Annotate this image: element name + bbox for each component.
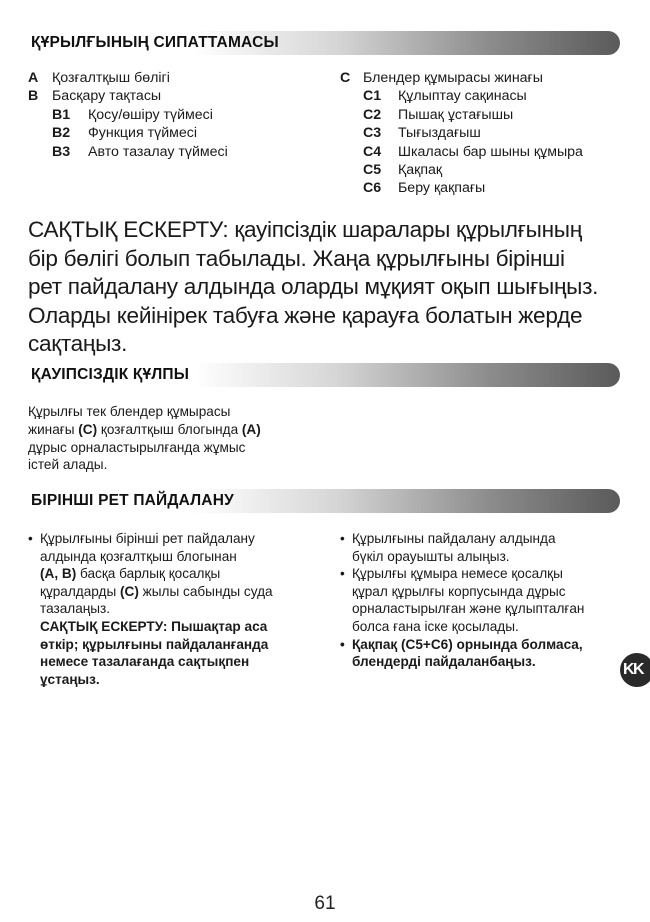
- part-code: C1: [363, 88, 382, 105]
- part-code: B1: [52, 106, 71, 123]
- text-line: [40, 583, 273, 601]
- section-title: ҚҰРЫЛҒЫНЫҢ СИПАТТАМАСЫ: [31, 34, 279, 51]
- list-item: [28, 143, 328, 161]
- bullet-icon: •: [340, 566, 345, 582]
- part-code: C6: [363, 180, 382, 197]
- part-label: Шкаласы бар шыны құмыра: [398, 143, 583, 160]
- text-run: құралдарды: [40, 583, 121, 599]
- paragraph-line: [28, 421, 261, 439]
- section-header-description: [28, 31, 620, 55]
- section-title: БІРІНШІ РЕТ ПАЙДАЛАНУ: [31, 492, 234, 509]
- text-line: блендерді пайдаланбаңыз.: [352, 654, 536, 670]
- list-item: [340, 69, 640, 87]
- part-code: C3: [363, 125, 382, 142]
- warning-line: САҚТЫҚ ЕСКЕРТУ: Пышақтар аса: [40, 618, 268, 634]
- bullet-icon: •: [340, 636, 345, 652]
- part-code: C5: [363, 161, 382, 178]
- list-item: [28, 530, 273, 688]
- parts-list-left: [28, 69, 328, 161]
- text-run: қозғалтқыш блогында: [97, 421, 242, 437]
- safety-lock-text: [28, 403, 261, 474]
- part-label: Құлыптау сақинасы: [398, 88, 527, 105]
- text-run: жылы сабынды суда: [138, 583, 273, 599]
- paragraph-line: Құрылғы тек блендер құмырасы: [28, 404, 231, 419]
- text-line: бүкіл орауышты алыңыз.: [352, 548, 510, 564]
- text-run: басқа барлық қосалқы: [76, 566, 221, 582]
- warning-line: сақтаңыз.: [28, 331, 128, 357]
- list-item: [340, 565, 584, 635]
- text-run-bold: (A): [241, 421, 261, 437]
- section-header-safety-lock: [28, 363, 620, 387]
- warning-line: немесе тазалағанда сақтықпен: [40, 654, 250, 670]
- part-label: Қақпақ: [398, 161, 443, 178]
- text-line: орналастырылған және құлыпталған: [352, 601, 585, 617]
- part-code: B2: [52, 125, 71, 142]
- part-code: B3: [52, 143, 71, 160]
- warning-line: бір бөлігі болып табылады. Жаңа құрылғыны бірінші: [28, 245, 565, 271]
- list-item: [340, 87, 640, 105]
- list-item: [28, 106, 328, 124]
- text-line: Құрылғы құмыра немесе қосалқы: [352, 566, 563, 582]
- part-label: Беру қақпағы: [398, 180, 486, 197]
- part-code: C: [340, 70, 351, 86]
- warning-line: САҚТЫҚ ЕСКЕРТУ: қауіпсіздік шаралары құрылғының: [28, 217, 582, 242]
- safety-warning: [28, 216, 628, 359]
- part-label: Басқару тақтасы: [52, 88, 162, 105]
- list-item: [28, 124, 328, 142]
- warning-line: ұстаңыз.: [40, 671, 100, 687]
- text-line: алдында қозғалтқыш блогынан: [40, 548, 237, 564]
- parts-list-right: [340, 69, 640, 198]
- list-item: [340, 124, 640, 142]
- text-run-bold: (C): [78, 421, 98, 437]
- bullet-icon: •: [340, 531, 345, 546]
- section-header-first-use: [28, 489, 620, 513]
- warning-line: өткір; құрылғыны пайдаланғанда: [40, 636, 269, 652]
- list-item: [340, 530, 584, 565]
- part-code: A: [28, 70, 39, 86]
- part-label: Пышақ ұстағышы: [398, 106, 514, 123]
- paragraph-line: дұрыс орналастырылғанда жұмыс: [28, 439, 246, 455]
- part-label: Қосу/өшіру түймесі: [88, 106, 213, 123]
- text-line: құрал құрылғы корпусында дұрыс: [352, 583, 566, 599]
- warning-line: Оларды кейінірек табуға және қарауға болатын жерде: [28, 302, 583, 328]
- part-code: C4: [363, 143, 382, 160]
- part-code: C2: [363, 106, 382, 123]
- list-item: [340, 636, 584, 671]
- text-run: жинағы: [28, 421, 79, 437]
- part-code: B: [28, 88, 39, 105]
- part-label: Тығыздағыш: [398, 125, 481, 142]
- first-use-list-right: [340, 530, 584, 671]
- page-number: 61: [314, 893, 336, 914]
- text-line: Қақпақ (C5+C6) орнында болмаса,: [352, 636, 583, 652]
- text-run-bold: (A, B): [40, 566, 77, 582]
- part-label: Функция түймесі: [88, 125, 198, 142]
- part-label: Авто тазалау түймесі: [88, 143, 228, 160]
- text-line: Құрылғыны бірінші рет пайдалану: [40, 531, 255, 546]
- part-label: Қозғалтқыш бөлігі: [52, 70, 170, 86]
- bullet-icon: •: [28, 531, 33, 546]
- text-line: [40, 565, 273, 583]
- list-item: [28, 69, 328, 87]
- text-line: болса ғана іске қосылады.: [352, 618, 519, 634]
- part-label: Блендер құмырасы жинағы: [363, 70, 543, 86]
- text-line: тазалаңыз.: [40, 601, 111, 617]
- paragraph-line: істей алады.: [28, 457, 108, 473]
- list-item: [340, 179, 640, 197]
- text-run-bold: (C): [120, 583, 139, 599]
- first-use-list-left: [28, 530, 273, 688]
- warning-line: рет пайдалану алдында оларды мұқият оқып шығыңыз.: [28, 274, 599, 300]
- language-badge: KK: [620, 653, 650, 687]
- list-item: [340, 143, 640, 161]
- list-item: [340, 161, 640, 179]
- list-item: [340, 106, 640, 124]
- list-item: [28, 87, 328, 105]
- section-title: ҚАУІПСІЗДІК ҚҰЛПЫ: [31, 366, 190, 383]
- text-line: Құрылғыны пайдалану алдында: [352, 531, 556, 546]
